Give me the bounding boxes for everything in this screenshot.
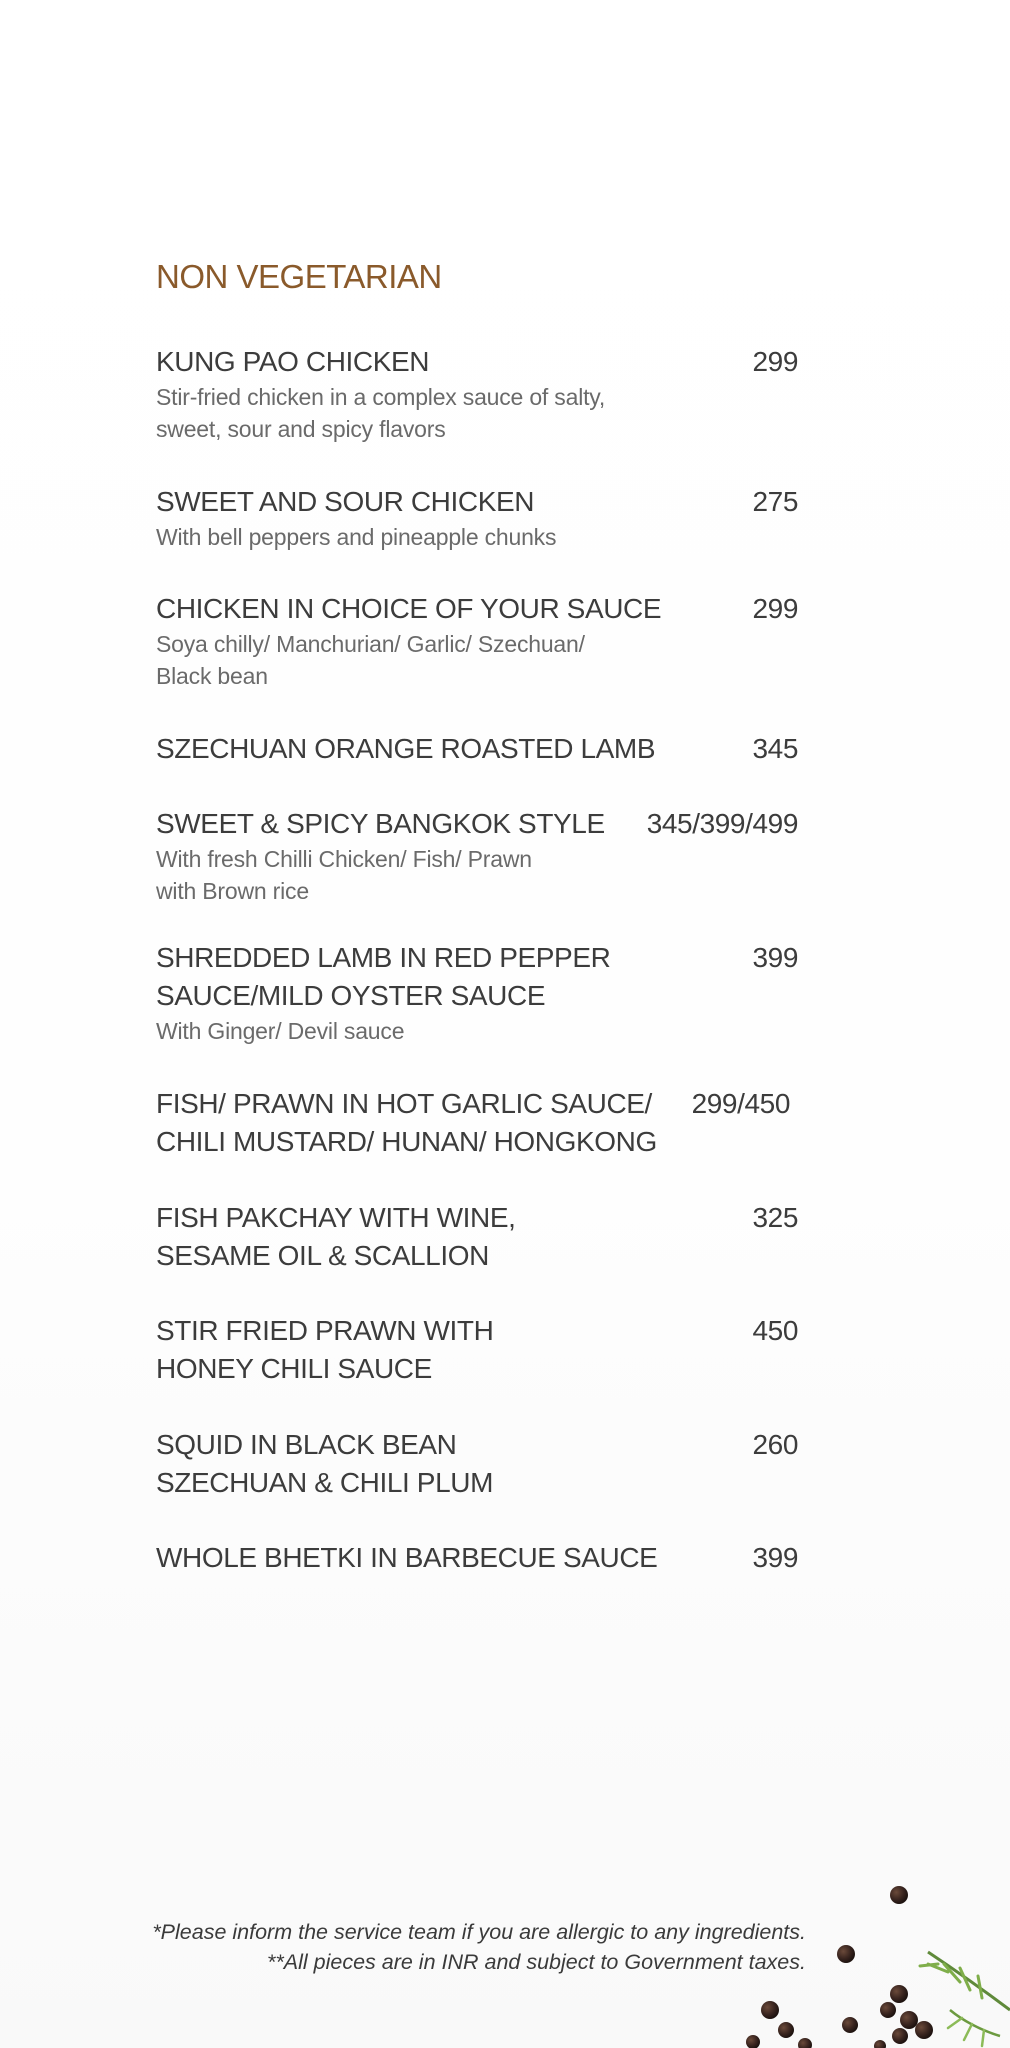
item-price: 399 [752, 1542, 798, 1573]
menu-item-shredded-lamb [156, 939, 798, 1047]
menu-item-kung-pao-chicken [156, 343, 798, 445]
menu-item-whole-bhetki [156, 1539, 798, 1577]
item-name: KUNG PAO CHICKEN [156, 346, 430, 377]
item-description: Soya chilly/ Manchurian/ Garlic/ Szechuan/ Black bean [156, 631, 585, 689]
item-name: SQUID IN BLACK BEAN SZECHUAN & CHILI PLUM [156, 1429, 493, 1498]
item-price: 450 [752, 1315, 798, 1346]
item-description: Stir-fried chicken in a complex sauce of salty, sweet, sour and spicy flavors [156, 384, 606, 442]
allergy-note: *Please inform the service team if you are allergic to any ingredients. [152, 1920, 806, 1944]
item-name: WHOLE BHETKI IN BARBECUE SAUCE [156, 1542, 658, 1573]
item-description: With Ginger/ Devil sauce [156, 1018, 405, 1044]
section-title: NON VEGETARIAN [156, 258, 442, 295]
item-name: CHICKEN IN CHOICE OF YOUR SAUCE [156, 593, 662, 624]
item-price: 345 [752, 733, 798, 764]
menu-item-squid-black-bean [156, 1426, 798, 1502]
menu-item-fish-prawn-garlic [156, 1085, 790, 1161]
item-description: With fresh Chilli Chicken/ Fish/ Prawn with Brown rice [156, 846, 532, 904]
item-price: 325 [752, 1202, 798, 1233]
item-name: SZECHUAN ORANGE ROASTED LAMB [156, 733, 656, 764]
menu-item-chicken-choice-sauce [156, 590, 798, 692]
menu-item-fish-pakchay [156, 1199, 798, 1275]
tax-note: **All pieces are in INR and subject to Government taxes. [267, 1950, 806, 1974]
item-price: 275 [752, 486, 798, 517]
item-name: FISH PAKCHAY WITH WINE, SESAME OIL & SCALLION [156, 1202, 516, 1271]
item-price: 260 [752, 1429, 798, 1460]
item-name: FISH/ PRAWN IN HOT GARLIC SAUCE/ CHILI MUSTARD/ HUNAN/ HONGKONG [156, 1088, 657, 1157]
menu-item-bangkok-style [156, 805, 798, 907]
item-name: SHREDDED LAMB IN RED PEPPER SAUCE/MILD OYSTER SAUCE [156, 942, 611, 1011]
peppercorns-and-rosemary-icon [700, 1860, 1010, 2048]
item-price: 345/399/499 [646, 808, 798, 839]
item-description: With bell peppers and pineapple chunks [156, 524, 557, 550]
item-name: SWEET AND SOUR CHICKEN [156, 486, 535, 517]
item-name: SWEET & SPICY BANGKOK STYLE [156, 808, 605, 839]
item-price: 399 [752, 942, 798, 973]
item-price: 299 [752, 593, 798, 624]
item-price: 299 [752, 346, 798, 377]
item-name: STIR FRIED PRAWN WITH HONEY CHILI SAUCE [156, 1315, 494, 1384]
menu-item-stir-fried-prawn [156, 1312, 798, 1388]
menu-item-szechuan-orange-lamb [156, 730, 798, 768]
menu-item-sweet-and-sour-chicken [156, 483, 798, 553]
item-price: 299/450 [691, 1088, 790, 1119]
